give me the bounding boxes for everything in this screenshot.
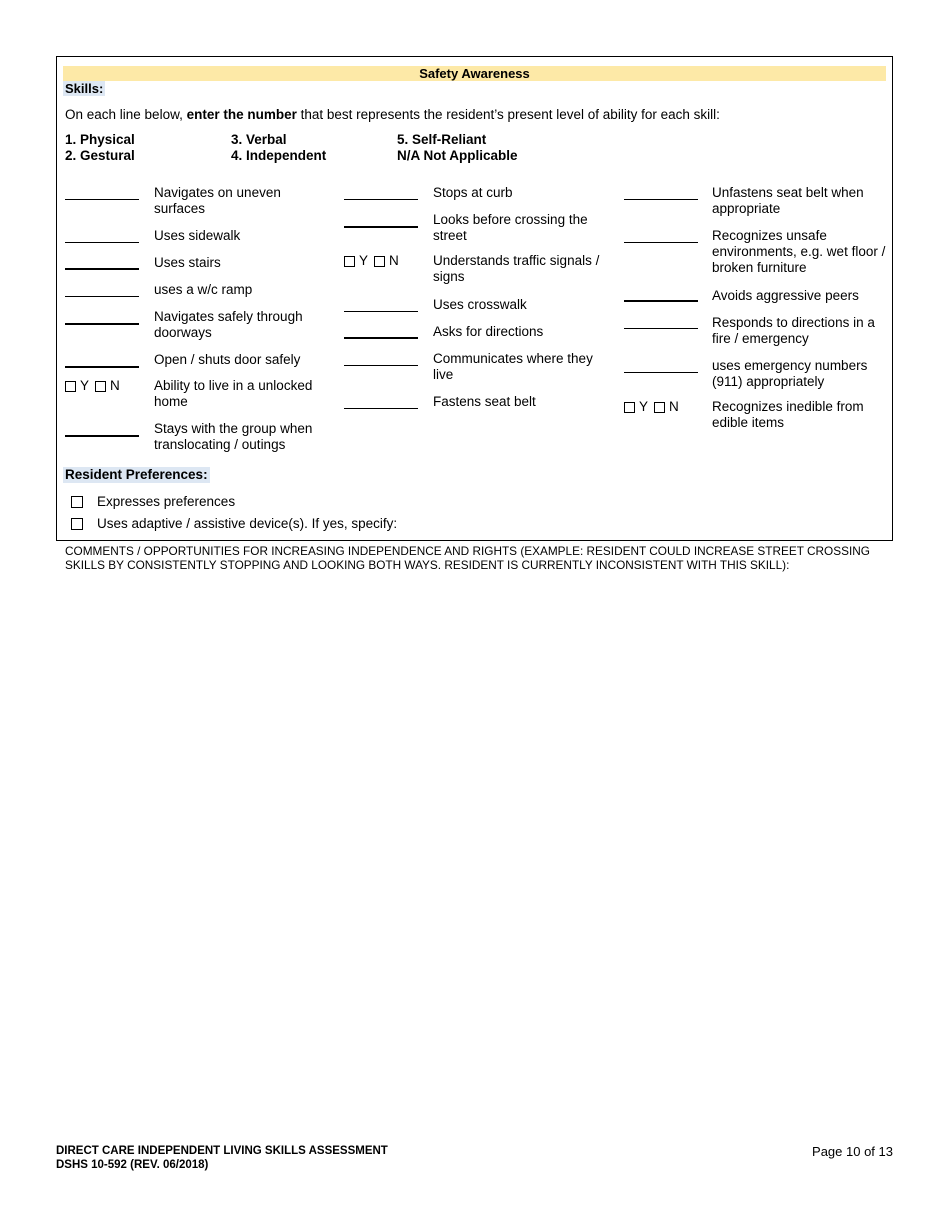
yes-label: Y — [359, 253, 369, 268]
adaptive-device-checkbox[interactable] — [71, 518, 83, 530]
instructions — [65, 107, 720, 122]
legend-gestural: 2. Gestural — [65, 148, 135, 163]
skill-label: Avoids aggressive peers — [712, 288, 859, 303]
score-blank-wc-ramp[interactable] — [65, 296, 139, 297]
score-blank-directions[interactable] — [344, 337, 418, 339]
preference-label: Expresses preferences — [97, 494, 236, 509]
score-blank-curb[interactable] — [344, 199, 418, 200]
skill-label: uses a w/c ramp — [154, 282, 253, 297]
score-blank-unfastens-seatbelt[interactable] — [624, 199, 698, 200]
skill-label: Open / shuts door safely — [154, 352, 301, 367]
no-checkbox[interactable] — [374, 256, 385, 267]
skill-label: Uses stairs — [154, 255, 221, 270]
legend-not-applicable: N/A Not Applicable — [397, 148, 518, 163]
score-blank-communicates-live[interactable] — [344, 365, 418, 366]
skill-label: Understands traffic signals / signs — [433, 253, 600, 284]
skill-label: Communicates where they live — [433, 351, 593, 382]
skill-label: Uses sidewalk — [154, 228, 241, 243]
yes-no-inedible-items — [624, 400, 685, 414]
skill-label: Fastens seat belt — [433, 394, 536, 409]
resident-preferences-heading: Resident Preferences: — [65, 467, 208, 482]
score-blank-fire-emergency[interactable] — [624, 328, 698, 329]
score-blank-door[interactable] — [65, 366, 139, 368]
instructions-bold: enter the number — [186, 107, 297, 122]
skill-label: Uses crosswalk — [433, 297, 527, 312]
score-blank-unsafe-environments[interactable] — [624, 242, 698, 243]
legend-col-2 — [231, 132, 326, 164]
yes-no-traffic-signals — [344, 254, 405, 268]
no-label: N — [669, 399, 679, 414]
score-blank-stairs[interactable] — [65, 268, 139, 270]
yes-checkbox[interactable] — [344, 256, 355, 267]
legend-verbal: 3. Verbal — [231, 132, 287, 147]
no-label: N — [389, 253, 399, 268]
score-blank-fastens-seatbelt[interactable] — [344, 408, 418, 409]
legend-col-1 — [65, 132, 135, 164]
skill-label: Asks for directions — [433, 324, 544, 339]
form-title: DIRECT CARE INDEPENDENT LIVING SKILLS ASSESSMENT — [56, 1145, 388, 1157]
skill-label: Stays with the group when translocating / outings — [154, 421, 313, 452]
section-title: Safety Awareness — [63, 66, 886, 81]
comments-prompt: COMMENTS / OPPORTUNITIES FOR INCREASING INDEPENDENCE AND RIGHTS (EXAMPLE: RESIDENT COULD INCREASE STREET CROSSING SKILLS BY CONSISTENTLY STOPPING AND LOOKING BOTH WAYS. RESIDENT IS CURRENTLY INCONSISTENT WITH THIS SKILL): — [65, 544, 870, 572]
expresses-preferences-checkbox[interactable] — [71, 496, 83, 508]
preference-row — [71, 494, 235, 509]
no-checkbox[interactable] — [654, 402, 665, 413]
no-checkbox[interactable] — [95, 381, 106, 392]
score-blank-group-outings[interactable] — [65, 435, 139, 437]
score-blank-emergency-numbers[interactable] — [624, 372, 698, 373]
legend-self-reliant: 5. Self-Reliant — [397, 132, 487, 147]
footer-form-info — [56, 1144, 388, 1172]
score-blank-aggressive-peers[interactable] — [624, 300, 698, 302]
skill-label: Responds to directions in a fire / emergency — [712, 315, 875, 346]
preference-label: Uses adaptive / assistive device(s). If yes, specify: — [97, 516, 398, 531]
skill-label: Unfastens seat belt when appropriate — [712, 185, 864, 216]
page-number: Page 10 of 13 — [812, 1144, 893, 1159]
legend-independent: 4. Independent — [231, 148, 327, 163]
no-label: N — [110, 378, 120, 393]
yes-label: Y — [639, 399, 649, 414]
score-blank-uneven-surfaces[interactable] — [65, 199, 139, 200]
yes-checkbox[interactable] — [624, 402, 635, 413]
instructions-text-1: On each line below, — [65, 107, 187, 122]
yes-label: Y — [80, 378, 90, 393]
skill-label: Recognizes unsafe environments, e.g. wet floor / broken furniture — [712, 228, 886, 275]
legend-col-3 — [397, 132, 518, 164]
score-blank-doorways[interactable] — [65, 323, 139, 325]
instructions-text-2: that best represents the resident’s present level of ability for each skill: — [296, 107, 720, 122]
skill-label: Stops at curb — [433, 185, 513, 200]
yes-no-unlocked-home — [65, 379, 126, 393]
skill-label: Navigates on uneven surfaces — [154, 185, 281, 216]
yes-checkbox[interactable] — [65, 381, 76, 392]
score-blank-looks-before-crossing[interactable] — [344, 226, 418, 228]
form-number: DSHS 10-592 (REV. 06/2018) — [56, 1159, 209, 1171]
skill-label: Looks before crossing the street — [433, 212, 588, 243]
skills-label: Skills: — [65, 81, 104, 96]
skill-label: Recognizes inedible from edible items — [712, 399, 864, 430]
score-blank-sidewalk[interactable] — [65, 242, 139, 243]
skill-label: Ability to live in a unlocked home — [154, 378, 313, 409]
legend-physical: 1. Physical — [65, 132, 135, 147]
skill-label: Navigates safely through doorways — [154, 309, 303, 340]
score-blank-crosswalk[interactable] — [344, 311, 418, 312]
preference-row — [71, 516, 397, 531]
skill-label: uses emergency numbers (911) appropriately — [712, 358, 868, 389]
